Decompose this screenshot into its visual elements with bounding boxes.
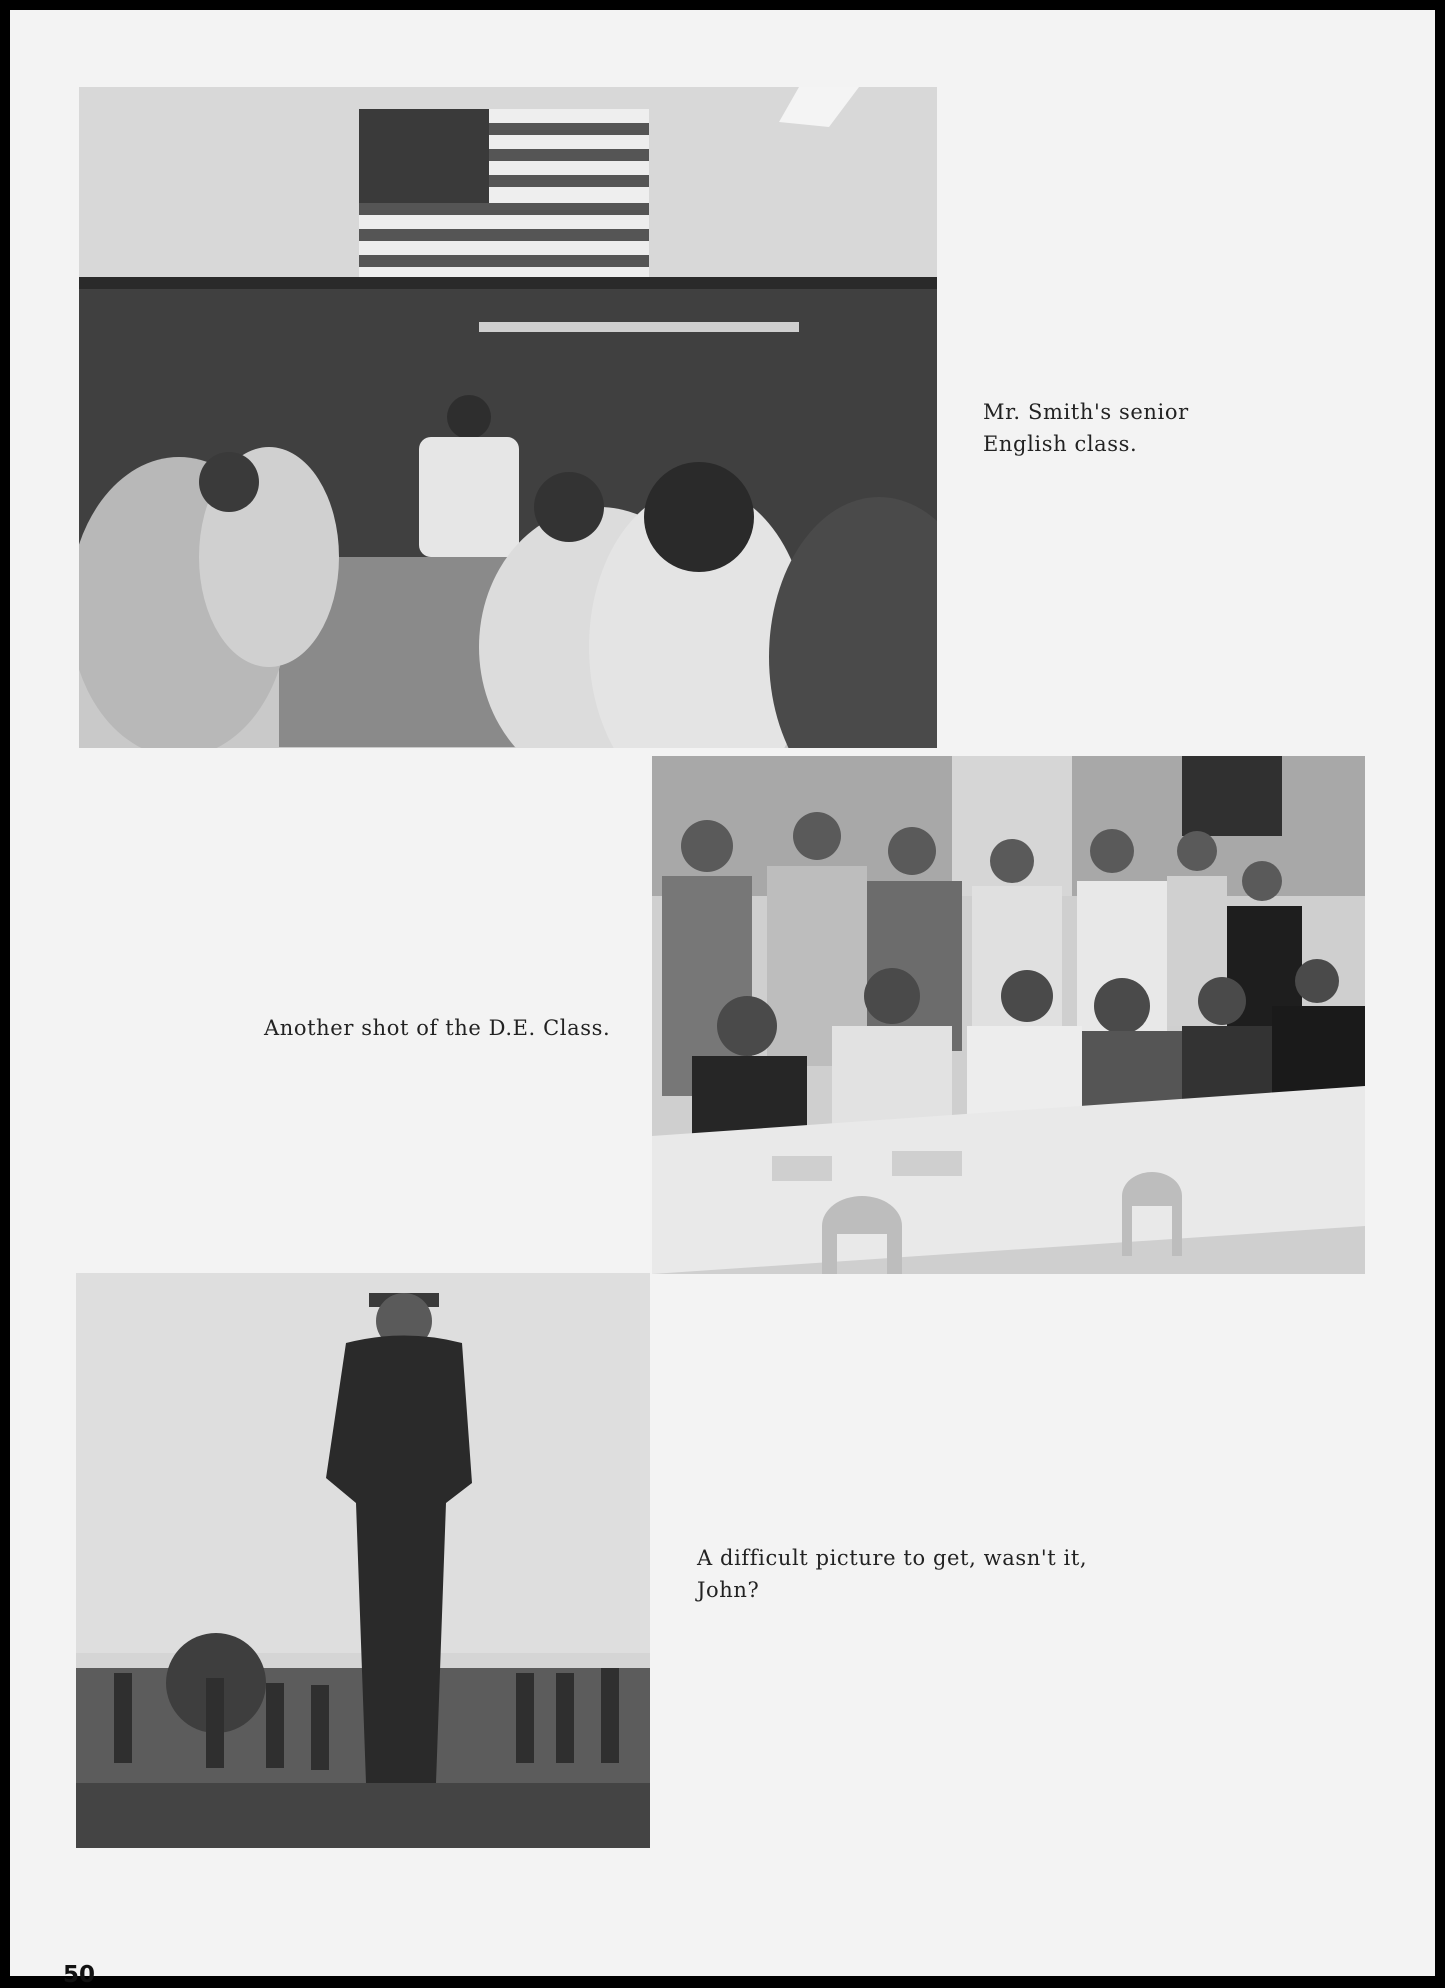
english-class-caption: Mr. Smith's senior English class. bbox=[983, 400, 1189, 456]
de-class-caption: Another shot of the D.E. Class. bbox=[264, 1016, 611, 1040]
flag-image bbox=[359, 109, 649, 289]
english-class-photo bbox=[79, 87, 937, 748]
band-caption: A difficult picture to get, wasn't it, John? bbox=[697, 1546, 1088, 1602]
page-number: 50 bbox=[63, 1962, 96, 1988]
band-photo bbox=[76, 1273, 650, 1848]
yearbook-page bbox=[10, 10, 1435, 1988]
de-class-photo bbox=[652, 756, 1365, 1274]
